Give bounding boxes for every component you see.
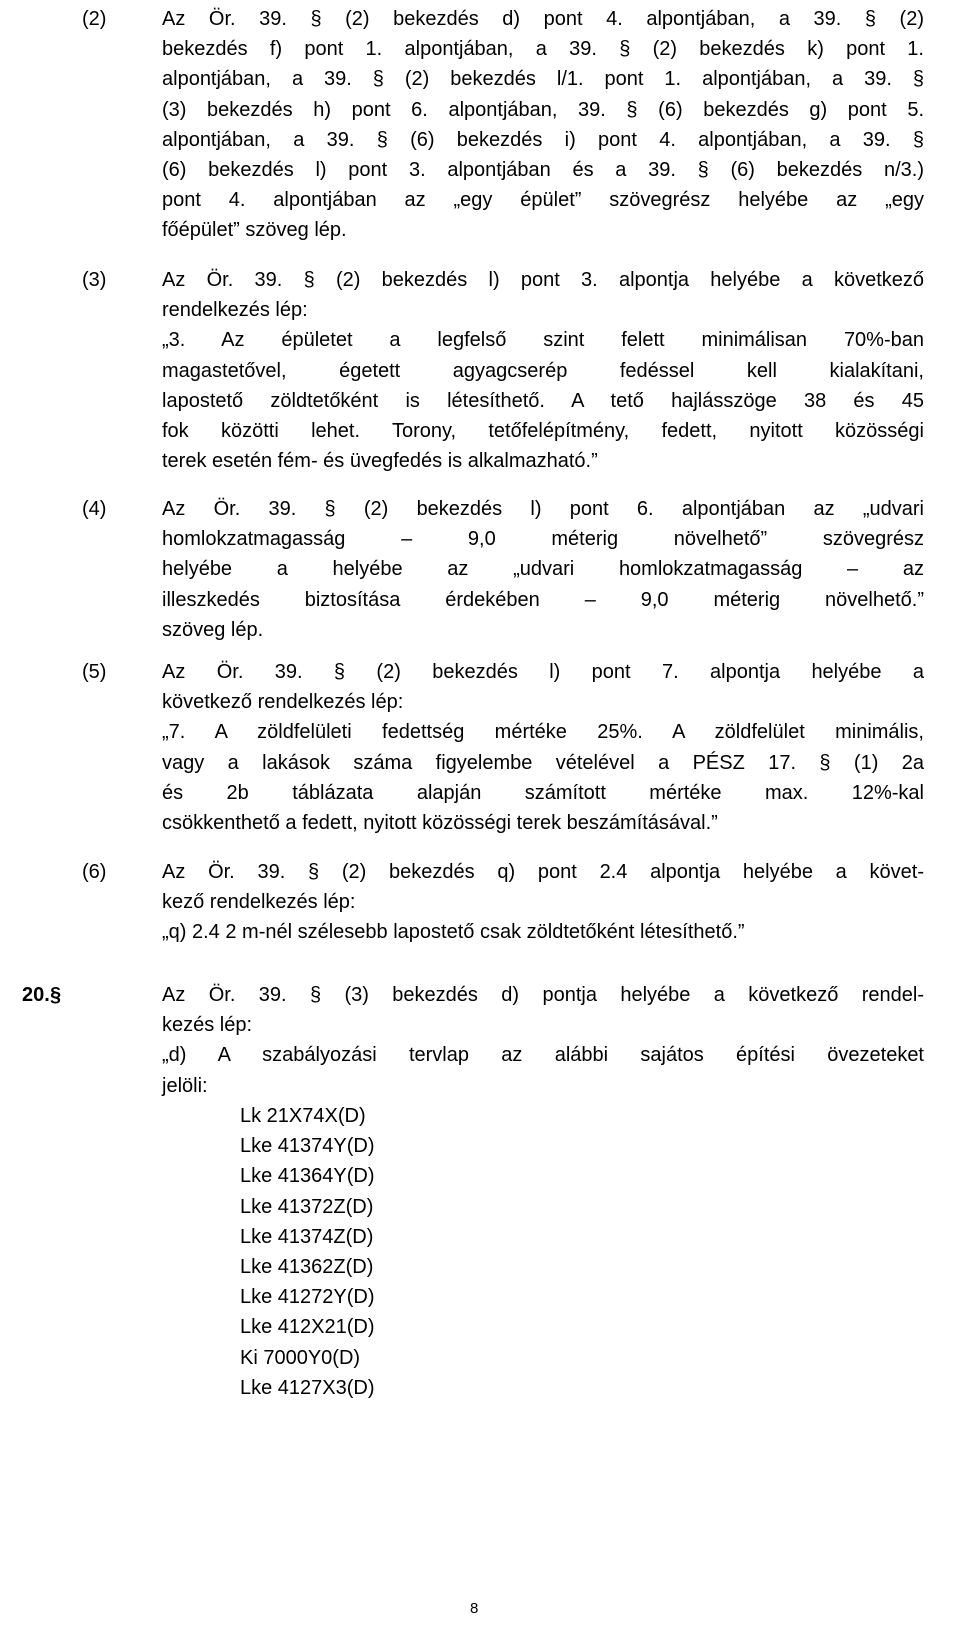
text-line: vagy a lakások száma figyelembe vételével a PÉSZ 17. § (1) 2a: [162, 751, 924, 774]
text-line: Az Ör. 39. § (2) bekezdés l) pont 3. alpontja helyébe a következő: [162, 269, 924, 291]
text-line: alpontjában, a 39. § (2) bekezdés l/1. pont 1. alpontjában, a 39. §: [162, 68, 924, 91]
paragraph-number: (5): [82, 661, 107, 683]
paragraph-body: [162, 265, 924, 476]
text-line: magastetővel, égetett agyagcserép fedéssel kell kialakítani,: [162, 359, 924, 382]
text-line: terek esetén fém- és üvegfedés is alkalmazható.”: [162, 450, 598, 473]
text-line: Az Ör. 39. § (2) bekezdés l) pont 6. alpontjában az „udvari: [162, 498, 924, 520]
zone-code: Lk 21X74X(D): [240, 1105, 366, 1127]
paragraph-body: [162, 494, 924, 645]
paragraph-number: (3): [82, 269, 107, 291]
text-line: jelöli:: [162, 1074, 208, 1097]
zone-code: Lke 41374Y(D): [240, 1135, 375, 1158]
text-line: pont 4. alpontjában az „egy épület” szövegrész helyébe az „egy: [162, 189, 924, 212]
text-line: kező rendelkezés lép:: [162, 891, 356, 914]
text-line: és 2b táblázata alapján számított mértéke max. 12%-kal: [162, 781, 924, 804]
text-line: Az Ör. 39. § (2) bekezdés q) pont 2.4 alpontja helyébe a követ-: [162, 861, 924, 883]
text-line: szöveg lép.: [162, 618, 264, 641]
paragraph-body: [162, 4, 924, 246]
section-sign: §: [50, 984, 62, 1006]
paragraph-number: (6): [82, 861, 107, 883]
text-line: alpontjában, a 39. § (6) bekezdés i) pont 4. alpontjában, a 39. §: [162, 128, 924, 151]
zone-code: Lke 41272Y(D): [240, 1286, 375, 1309]
text-line: csökkenthető a fedett, nyitott közösségi terek beszámításával.”: [162, 811, 718, 834]
zone-code: Lke 41374Z(D): [240, 1225, 374, 1248]
zone-code: Ki 7000Y0(D): [240, 1346, 361, 1369]
paragraph-number: (2): [82, 8, 107, 30]
section-body: [162, 980, 924, 1101]
zone-code: Lke 412X21(D): [240, 1316, 375, 1339]
text-line: rendelkezés lép:: [162, 299, 308, 322]
text-line: „7. A zöldfelületi fedettség mértéke 25%. A zöldfelület minimális,: [162, 721, 924, 744]
paragraph-body: [162, 857, 924, 948]
text-line: Az Ör. 39. § (3) bekezdés d) pontja helyébe a következő rendel-: [162, 984, 924, 1006]
zone-code-list: [240, 1101, 375, 1403]
text-line: főépület” szöveg lép.: [162, 219, 347, 242]
text-line: bekezdés f) pont 1. alpontjában, a 39. § (2) bekezdés k) pont 1.: [162, 38, 924, 61]
page-number: 8: [470, 1600, 479, 1617]
text-line: (6) bekezdés l) pont 3. alpontjában és a 39. § (6) bekezdés n/3.): [162, 158, 924, 181]
text-line: „d) A szabályozási tervlap az alábbi sajátos építési övezeteket: [162, 1044, 924, 1067]
zone-code: Lke 41372Z(D): [240, 1195, 374, 1218]
text-line: „q) 2.4 2 m-nél szélesebb lapostető csak zöldtetőként létesíthető.”: [162, 921, 745, 944]
text-line: homlokzatmagasság – 9,0 méterig növelhető” szövegrész: [162, 528, 924, 551]
text-line: helyébe a helyébe az „udvari homlokzatmagasság – az: [162, 558, 924, 581]
text-line: következő rendelkezés lép:: [162, 691, 404, 714]
text-line: Az Ör. 39. § (2) bekezdés l) pont 7. alpontja helyébe a: [162, 661, 924, 683]
section-number: 20.: [22, 984, 50, 1006]
zone-code: Lke 4127X3(D): [240, 1376, 375, 1399]
text-line: Az Ör. 39. § (2) bekezdés d) pont 4. alpontjában, a 39. § (2): [162, 8, 924, 30]
text-line: lapostető zöldtetőként is létesíthető. A tető hajlásszöge 38 és 45: [162, 389, 924, 412]
paragraph-number: (4): [82, 498, 107, 520]
text-line: fok közötti lehet. Torony, tetőfelépítmény, fedett, nyitott közösségi: [162, 419, 924, 442]
zone-code: Lke 41364Y(D): [240, 1165, 375, 1188]
zone-code: Lke 41362Z(D): [240, 1255, 374, 1278]
text-line: (3) bekezdés h) pont 6. alpontjában, 39. § (6) bekezdés g) pont 5.: [162, 98, 924, 121]
text-line: kezés lép:: [162, 1014, 253, 1037]
text-line: „3. Az épületet a legfelső szint felett minimálisan 70%-ban: [162, 329, 924, 352]
text-line: illeszkedés biztosítása érdekében – 9,0 méterig növelhető.”: [162, 588, 924, 611]
paragraph-body: [162, 657, 924, 838]
